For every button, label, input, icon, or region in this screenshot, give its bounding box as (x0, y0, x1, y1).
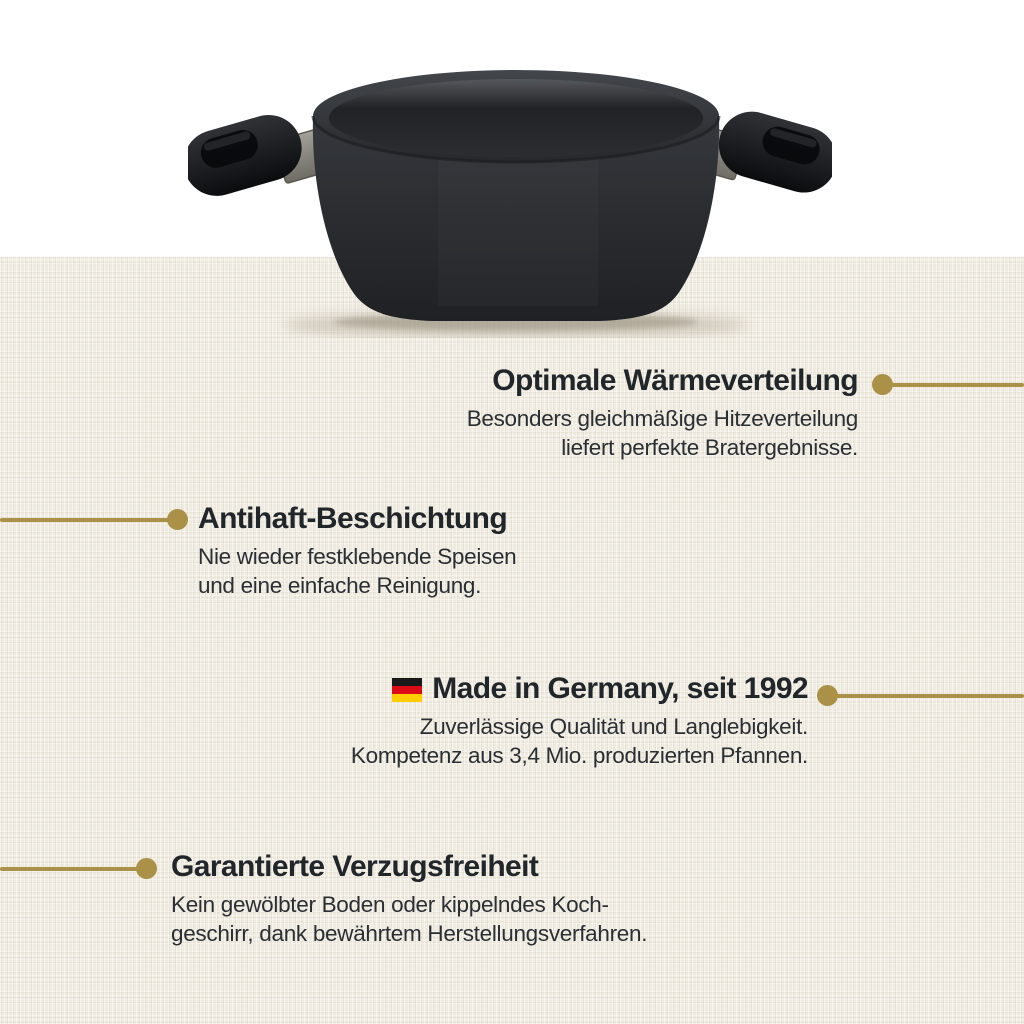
callout-line (0, 867, 141, 871)
callout-line (882, 383, 1024, 387)
feature-text-line: Kompetenz aus 3,4 Mio. produzierten Pfannen. (350, 743, 808, 768)
feature-text-line: geschirr, dank bewährtem Herstellungsverfahren. (171, 921, 648, 946)
feature-heat-distribution (467, 364, 858, 462)
feature-made-in-germany (351, 672, 808, 770)
callout-line (827, 694, 1024, 698)
feature-title: Optimale Wärmeverteilung (492, 364, 858, 397)
feature-text-line: Zuverlässige Qualität und Langlebigkeit. (419, 714, 808, 739)
callout-dot (167, 509, 188, 530)
feature-nonstick-coating (198, 502, 516, 600)
german-flag-icon (392, 678, 422, 702)
feature-title: Antihaft-Beschichtung (198, 502, 508, 535)
pot-opening (329, 79, 703, 157)
callout-line (0, 518, 172, 522)
pot-left-handle (188, 102, 328, 209)
callout-dot (136, 858, 157, 879)
feature-text-line: Besonders gleichmäßige Hitzeverteilung (466, 406, 858, 431)
feature-text-line: Kein gewölbter Boden oder kippelndes Koch- (171, 892, 609, 917)
feature-title: Garantierte Verzugsfreiheit (171, 850, 539, 883)
feature-text-line: liefert perfekte Bratergebnisse. (561, 435, 858, 460)
feature-text-line: und eine einfache Reinigung. (198, 573, 482, 598)
feature-title: Made in Germany, seit 1992 (432, 672, 808, 705)
feature-text-line: Nie wieder festklebende Speisen (198, 544, 517, 569)
feature-title-row (351, 672, 808, 712)
pot-image (188, 46, 832, 338)
pot-body (313, 70, 719, 321)
feature-warp-free (171, 850, 647, 948)
